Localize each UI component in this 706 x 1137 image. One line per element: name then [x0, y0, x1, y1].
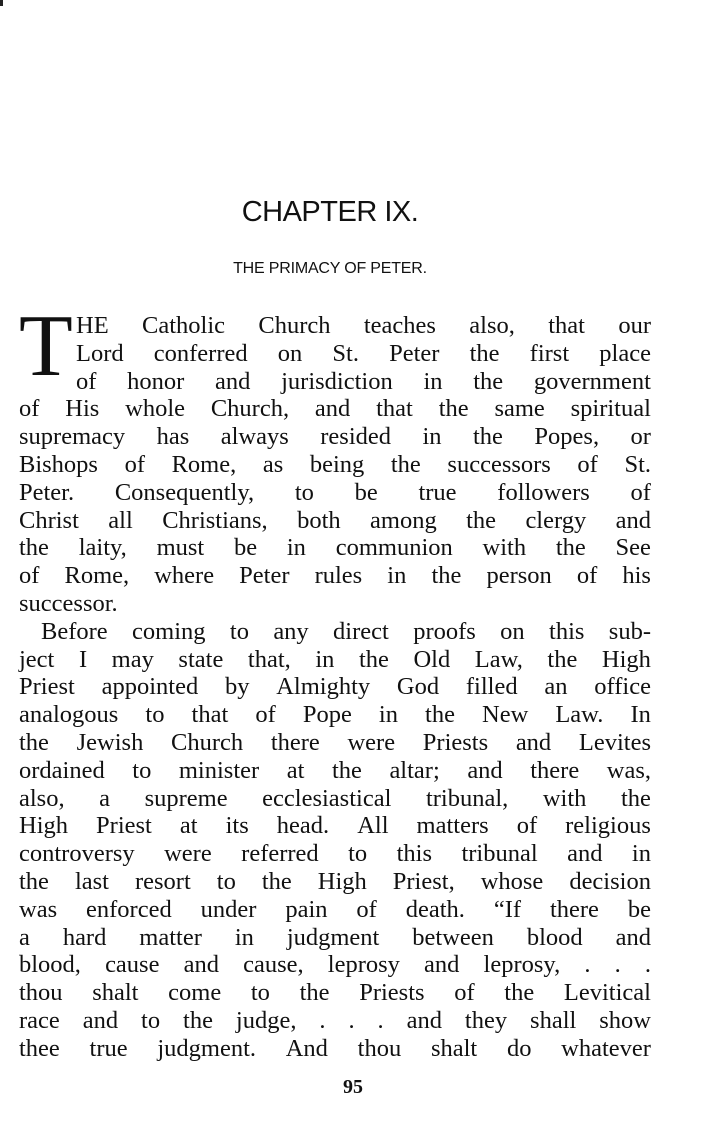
chapter-subtitle: THE PRIMACY OF PETER. — [233, 260, 427, 277]
text-line: the laity, must be in communion with the See — [19, 534, 651, 562]
text-line: Priest appointed by Almighty God filled an office — [19, 673, 651, 701]
text-line: also, a supreme ecclesiastical tribunal, with the — [19, 784, 651, 812]
text-line: the Jewish Church there were Priests and Levites — [19, 728, 651, 756]
text-line: race and to the judge, . . . and they shall show — [19, 1006, 651, 1034]
drop-cap: T — [19, 298, 73, 395]
body-text — [19, 312, 651, 1063]
text-line: controversy were referred to this tribunal and in — [19, 840, 651, 868]
chapter-title: CHAPTER IX. — [241, 196, 419, 228]
text-line: Before coming to any direct proofs on this sub- — [41, 617, 651, 645]
text-line: a hard matter in judgment between blood and — [19, 923, 651, 951]
edge-mark — [0, 0, 3, 6]
text-line: Christ all Christians, both among the clergy and — [19, 506, 651, 534]
text-line: of Rome, where Peter rules in the person of his — [19, 562, 651, 590]
text-line: ordained to minister at the altar; and there was, — [19, 756, 651, 784]
page-number: 95 — [343, 1076, 363, 1098]
text-line: HE Catholic Church teaches also, that our — [76, 312, 651, 339]
text-line: thee true judgment. And thou shalt do whatever — [19, 1034, 651, 1062]
text-line: was enforced under pain of death. “If there be — [19, 895, 651, 923]
text-line: Lord conferred on St. Peter the first place — [76, 339, 651, 367]
text-line: of honor and jurisdiction in the government — [76, 367, 651, 395]
text-line: ject I may state that, in the Old Law, the High — [19, 645, 651, 673]
text-line: Peter. Consequently, to be true followers of — [19, 478, 651, 506]
text-line: the last resort to the High Priest, whose decision — [19, 867, 651, 895]
text-line: successor. — [19, 589, 118, 617]
text-line: High Priest at its head. All matters of religious — [19, 812, 651, 840]
text-line: analogous to that of Pope in the New Law. In — [19, 701, 651, 729]
text-line: supremacy has always resided in the Popes, or — [19, 423, 651, 451]
text-line: thou shalt come to the Priests of the Levitical — [19, 979, 651, 1007]
text-line: blood, cause and cause, leprosy and leprosy, . . . — [19, 951, 651, 979]
text-line: Bishops of Rome, as being the successors of St. — [19, 450, 651, 478]
text-line: of His whole Church, and that the same spiritual — [19, 395, 651, 423]
